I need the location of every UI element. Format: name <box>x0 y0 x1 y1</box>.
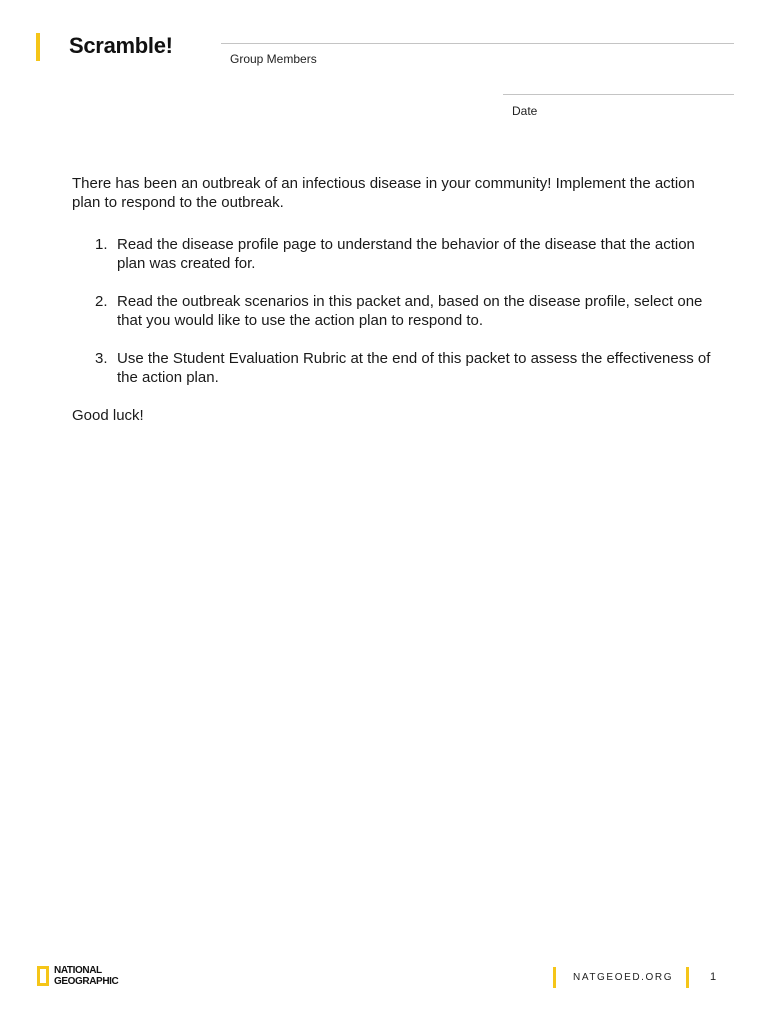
page-number: 1 <box>710 971 717 983</box>
date-label: Date <box>512 104 538 118</box>
footer-divider-left <box>553 967 556 988</box>
title-accent-bar <box>36 33 40 61</box>
intro-paragraph: There has been an outbreak of an infectious disease in your community! Implement the action plan to respond to the outbreak. <box>72 175 695 211</box>
steps-list <box>72 235 722 387</box>
step-number: 1. <box>95 236 108 253</box>
group-members-label: Group Members <box>230 52 317 66</box>
page-title: Scramble! <box>69 33 173 58</box>
step-text: Read the outbreak scenarios in this packet and, based on the disease profile, select one that you would like to use the action plan to respond to. <box>117 293 703 329</box>
national-geographic-logo <box>37 965 118 987</box>
closing-text: Good luck! <box>72 407 144 424</box>
instructions <box>72 174 722 425</box>
list-item <box>72 235 722 273</box>
logo-wordmark <box>54 965 118 987</box>
date-line[interactable] <box>503 94 734 95</box>
logo-line-2: GEOGRAPHIC <box>54 976 119 987</box>
group-members-line[interactable] <box>221 43 734 44</box>
list-item <box>72 349 722 387</box>
step-text: Read the disease profile page to understand the behavior of the disease that the action plan was created for. <box>117 236 695 272</box>
yellow-frame-icon <box>37 966 49 986</box>
list-item <box>72 292 722 330</box>
step-text: Use the Student Evaluation Rubric at the end of this packet to assess the effectiveness of the action plan. <box>117 350 711 386</box>
step-number: 2. <box>95 293 108 310</box>
footer-url: NATGEOED.ORG <box>573 972 674 983</box>
footer-divider-right <box>686 967 689 988</box>
step-number: 3. <box>95 350 108 367</box>
logo-line-1: NATIONAL <box>54 965 102 976</box>
